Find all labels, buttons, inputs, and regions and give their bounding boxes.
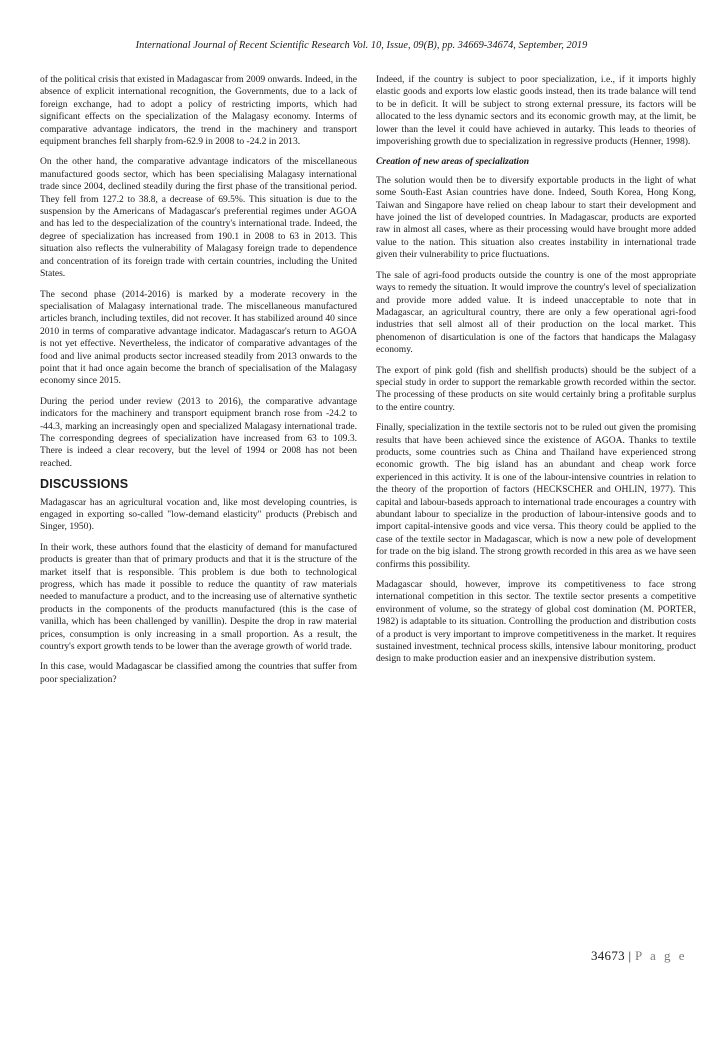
running-header: International Journal of Recent Scientific Research Vol. 10, Issue, 09(B), pp. 34669-34674, September, 2019	[135, 40, 588, 51]
page-footer	[591, 948, 687, 964]
paragraph: During the period under review (2013 to 2016), the comparative advantage indicators for the machinery and transport equipment branch rose from -24.2 to -44.3, marking an increasingly open and specialized Malagasy international trade. The corresponding degrees of specialization have increased from 63 to 109.3. There is indeed a clear recovery, but the level of 1994 or 2008 has not been reached.	[40, 395, 357, 469]
paragraph: Indeed, if the country is subject to poor specialization, i.e., if it imports highly elastic goods and exports low elastic goods instead, then its trade balance will tend to be in deficit. It will be subject to strong external pressure, its factors will be allocated to the less dynamic sectors and its economic growth may, at the limit, be lower than the level it could have achieved in autarky. This leads to theories of impoverishing growth due to specialization in regressive products (Henner, 1998).	[376, 74, 696, 148]
paragraph: Finally, specialization in the textile sectoris not to be ruled out given the promising results that have been achieved since the existence of AGOA. Thanks to textile products, some countries such as China and Thailand have experienced strong economic growth. The big island has an abundant and cheap work force experienced in this activity. It is one of the labour-intensive countries in relation to the theory of the proportion of factors (HECKSCHER and OHLIN, 1977). This capital and labour-baseds approach to international trade encourages a country with abundant labour to specialize in the production of labour-intensive goods and to import capital-intensive goods and vice versa. This theory could be applied to the case of the textile sector in Madagascar, which is now a new pole of development for trade on the big island. The strong growth recorded in this area as we have seen confirms this possibility.	[376, 422, 696, 570]
paragraph: Madagascar should, however, improve its competitiveness to face strong international competition in this sector. The textile sector presents a competitive environment of volume, so the strategy of global cost domination (M. PORTER, 1982) is adaptable to its situation. Controlling the production and distribution costs of a product is very important to improve competitiveness in the market. It requires sustained investment, technical process skills, intensive labour monitoring, product design to make production easier and an inexpensive distribution system.	[376, 579, 696, 665]
page-number: 34673	[590, 948, 625, 963]
left-column	[40, 74, 357, 694]
paragraph: The second phase (2014-2016) is marked by a moderate recovery in the specialisation of Malagasy international trade. The miscellaneous manufactured articles branch, including textiles, did not recover. It has stabilized around 40 since 2010 in terms of comparative advantage indicator. Madagascar's return to AGOA is not yet effective. Nevertheless, the indicator of comparative advantages of the food and live animal products sector increased steadily from 2013 onwards to the point that it had once again become the branch of specialisation of the Malagasy economy since 2015.	[40, 288, 357, 387]
paragraph: The sale of agri-food products outside the country is one of the most appropriate ways to remedy the situation. It would improve the country's level of specialization and provide more added value. It is indeed unacceptable to note that in Madagascar, an agricultural country, there are only a few operational agri-food industries that sell almost all of their production on the local market. This phenomenon of disarticulation is one of the factors that handicaps the Malagasy economy.	[376, 269, 696, 356]
section-heading-discussions: DISCUSSIONS	[40, 477, 129, 492]
paragraph: In this case, would Madagascar be classified among the countries that suffer from poor specialization?	[40, 661, 357, 685]
right-column	[376, 74, 696, 674]
subsection-heading: Creation of new areas of specialization	[376, 156, 530, 168]
paragraph: Madagascar has an agricultural vocation and, like most developing countries, is engaged in exporting so-called "low-demand elasticity" products (Prebisch and Singer, 1950).	[40, 496, 357, 533]
page-label: P a g e	[634, 948, 687, 963]
paragraph: On the other hand, the comparative advantage indicators of the miscellaneous manufactured goods sector, which has been specialising Malagasy international trade since 2004, declined steadily during the first phase of the transitional period. They fell from 127.2 to 38.8, a decrease of 69.5%. This situation is due to the suspension by the Americans of Madagascar's preferential regimes under AGOA and has led to the despecialization of the country's international trade. Indeed, the degree of specialization has increased from 190.1 in 2008 to 63 in 2013. This situation also reflects the vulnerability of Malagasy foreign trade to dependence and concentration of its foreign trade with certain countries, including the United States.	[40, 156, 357, 280]
footer-separator: |	[624, 948, 635, 963]
paragraph: The export of pink gold (fish and shellfish products) should be the subject of a special study in order to support the remarkable growth recorded within the sector. The processing of these products on site would certainly bring a profitable surplus to the entire country.	[376, 364, 696, 413]
paragraph: In their work, these authors found that the elasticity of demand for manufactured products is greater than that of primary products and that it is the structure of the market itself that is responsible. This problem is due both to technological progress, which has made it possible to reduce the quantity of raw materials needed to manufacture a product, and to the increasing use of alternative synthetic products in the components of the products manufactured (this is the case of vanilla, which has been challenged by vanillin). Despite the drop in raw material prices, consumption is only increasing in a small proportion. As a result, the country's export growth tends to be lower than the average growth of world trade.	[40, 541, 357, 653]
paragraph: The solution would then be to diversify exportable products in the light of what some South-East Asian countries have done. Indeed, South Korea, Hong Kong, Taiwan and Singapore have relied on cheap labour to start their development and have joined the list of developed countries. In Madagascar, products are exported raw in almost all cases, where as their processing would have brought more added value to the nation. This situation also creates instability in international trade given their vulnerability to price fluctuations.	[376, 174, 696, 261]
paragraph: of the political crisis that existed in Madagascar from 2009 onwards. Indeed, in the absence of explicit international recognition, the Governments, due to a lack of foreign exchange, had to adopt a policy of restricting imports, which had significant effects on the specialization of the Malagasy economy. Interms of comparative advantage indicators, the trend in the machinery and transport equipment branches fell sharply from-62.9 in 2008 to -24.2 in 2013.	[40, 74, 357, 148]
